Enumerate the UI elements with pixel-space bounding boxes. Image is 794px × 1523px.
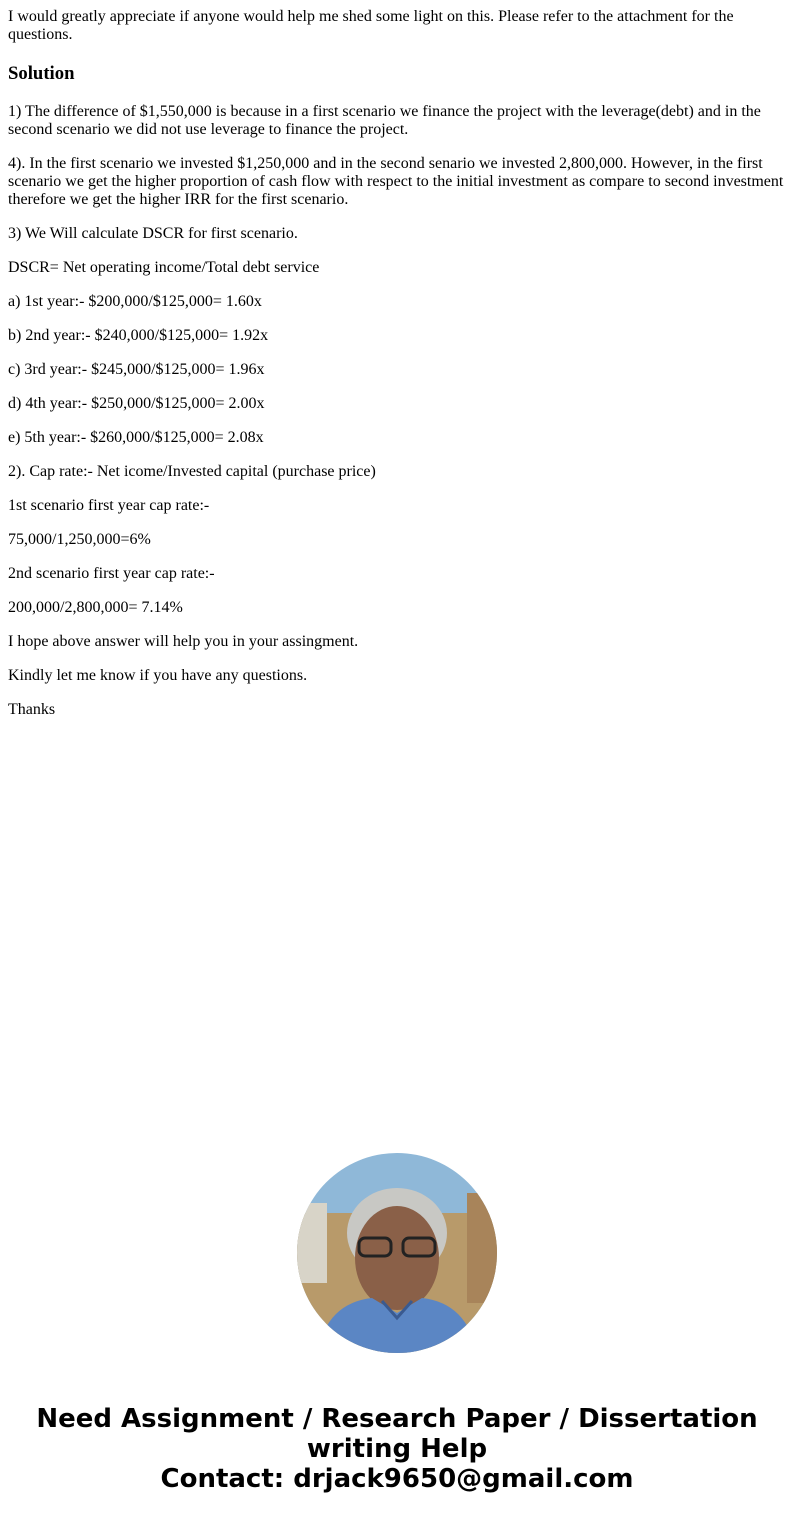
- paragraph: 1st scenario first year cap rate:-: [8, 497, 210, 514]
- paragraph: 200,000/2,800,000= 7.14%: [8, 599, 183, 616]
- answer-content: [0, 0, 794, 743]
- paragraph: 2). Cap rate:- Net icome/Invested capital (purchase price): [8, 463, 376, 480]
- promo-line: writing Help: [306, 1434, 488, 1464]
- promo-line: Need Assignment / Research Paper / Dissertation: [36, 1404, 758, 1434]
- paragraph: 1) The difference of $1,550,000 is because in a first scenario we finance the project with the leverage(debt) and in the second scenario we did not use leverage to finance the project.: [8, 103, 761, 138]
- solution-heading: Solution: [8, 63, 75, 84]
- author-avatar: [297, 1153, 497, 1353]
- paragraph: d) 4th year:- $250,000/$125,000= 2.00x: [8, 395, 265, 412]
- paragraph: DSCR= Net operating income/Total debt service: [8, 259, 320, 276]
- paragraph: I hope above answer will help you in your assingment.: [8, 633, 359, 650]
- paragraph: 75,000/1,250,000=6%: [8, 531, 151, 548]
- paragraph: Kindly let me know if you have any questions.: [8, 667, 308, 684]
- promo-banner: [0, 1404, 794, 1494]
- promo-contact: Contact: drjack9650@gmail.com: [160, 1464, 634, 1494]
- paragraph: 2nd scenario first year cap rate:-: [8, 565, 215, 582]
- paragraph: 4). In the first scenario we invested $1,250,000 and in the second senario we invested 2,800,000. However, in the first scenario we get the higher proportion of cash flow with respect to the initial investment as compare to second investment therefore we get the higher IRR for the first scenario.: [8, 155, 784, 208]
- paragraph: Thanks: [8, 701, 56, 718]
- question-text: I would greatly appreciate if anyone would help me shed some light on this. Please refer to the attachment for the questions.: [8, 8, 734, 43]
- paragraph: c) 3rd year:- $245,000/$125,000= 1.96x: [8, 361, 265, 378]
- paragraph: b) 2nd year:- $240,000/$125,000= 1.92x: [8, 327, 269, 344]
- paragraph: a) 1st year:- $200,000/$125,000= 1.60x: [8, 293, 262, 310]
- paragraph: 3) We Will calculate DSCR for first scenario.: [8, 225, 298, 242]
- paragraph: e) 5th year:- $260,000/$125,000= 2.08x: [8, 429, 264, 446]
